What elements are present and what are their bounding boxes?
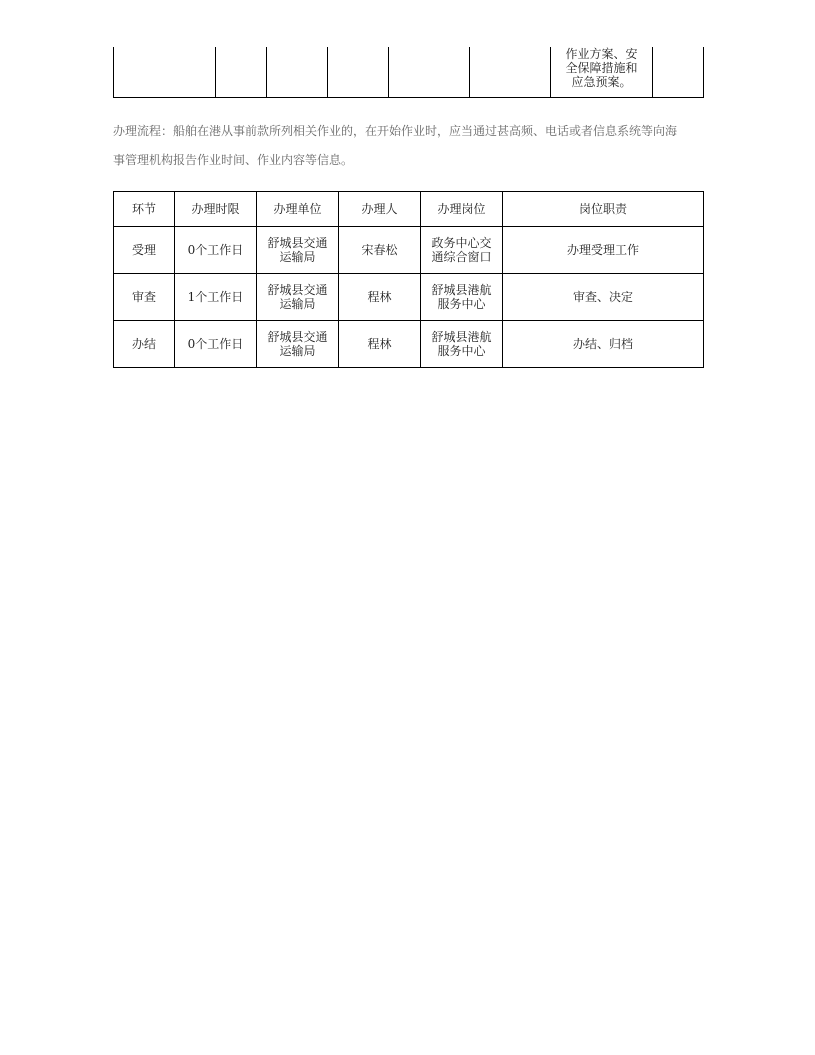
post-cell — [421, 321, 503, 368]
unit-line: 运输局 — [279, 250, 316, 264]
table-cell — [653, 47, 704, 98]
unit-line: 舒城县交通 — [267, 283, 328, 297]
time-limit-cell: 0个工作日 — [175, 227, 257, 274]
stage-cell: 办结 — [114, 321, 175, 368]
unit-line: 运输局 — [279, 297, 316, 311]
table-cell — [267, 47, 328, 98]
stage-cell: 审查 — [114, 274, 175, 321]
post-line: 舒城县港航 — [431, 283, 492, 297]
person-cell: 程林 — [339, 274, 421, 321]
table-row — [114, 47, 704, 98]
header-cell: 办理单位 — [257, 192, 339, 227]
table-cell — [328, 47, 389, 98]
table-row — [114, 321, 704, 368]
time-limit-cell: 0个工作日 — [175, 321, 257, 368]
post-line: 舒城县港航 — [431, 330, 492, 344]
table-cell — [216, 47, 267, 98]
table-header-row — [114, 192, 704, 227]
post-cell — [421, 274, 503, 321]
post-line: 服务中心 — [437, 297, 486, 311]
post-line: 通综合窗口 — [431, 250, 492, 264]
table-row — [114, 227, 704, 274]
continued-table — [113, 47, 704, 98]
unit-cell — [257, 227, 339, 274]
header-cell: 岗位职责 — [503, 192, 704, 227]
post-line: 政务中心交 — [431, 236, 492, 250]
materials-line: 作业方案、安 — [565, 47, 638, 61]
table-cell — [114, 47, 216, 98]
table-cell — [470, 47, 551, 98]
person-cell: 宋春松 — [339, 227, 421, 274]
duty-cell: 办结、归档 — [503, 321, 704, 368]
materials-line: 全保障措施和 — [565, 61, 638, 75]
materials-cell — [551, 47, 653, 98]
time-limit-cell: 1个工作日 — [175, 274, 257, 321]
materials-line: 应急预案。 — [571, 75, 632, 89]
unit-cell — [257, 274, 339, 321]
unit-line: 舒城县交通 — [267, 330, 328, 344]
header-cell: 办理时限 — [175, 192, 257, 227]
unit-line: 运输局 — [279, 344, 316, 358]
paragraph-line: 事管理机构报告作业时间、作业内容等信息。 — [113, 153, 354, 167]
process-paragraph — [113, 117, 713, 175]
process-table — [113, 191, 704, 368]
table-row — [114, 274, 704, 321]
header-cell: 办理人 — [339, 192, 421, 227]
stage-cell: 受理 — [114, 227, 175, 274]
duty-cell: 审查、决定 — [503, 274, 704, 321]
unit-line: 舒城县交通 — [267, 236, 328, 250]
unit-cell — [257, 321, 339, 368]
duty-cell: 办理受理工作 — [503, 227, 704, 274]
header-cell: 环节 — [114, 192, 175, 227]
person-cell: 程林 — [339, 321, 421, 368]
post-cell — [421, 227, 503, 274]
paragraph-line: 办理流程：船舶在港从事前款所列相关作业的，在开始作业时，应当通过甚高频、电话或者信息系统等向海 — [113, 124, 678, 138]
table-cell — [389, 47, 470, 98]
post-line: 服务中心 — [437, 344, 486, 358]
header-cell: 办理岗位 — [421, 192, 503, 227]
